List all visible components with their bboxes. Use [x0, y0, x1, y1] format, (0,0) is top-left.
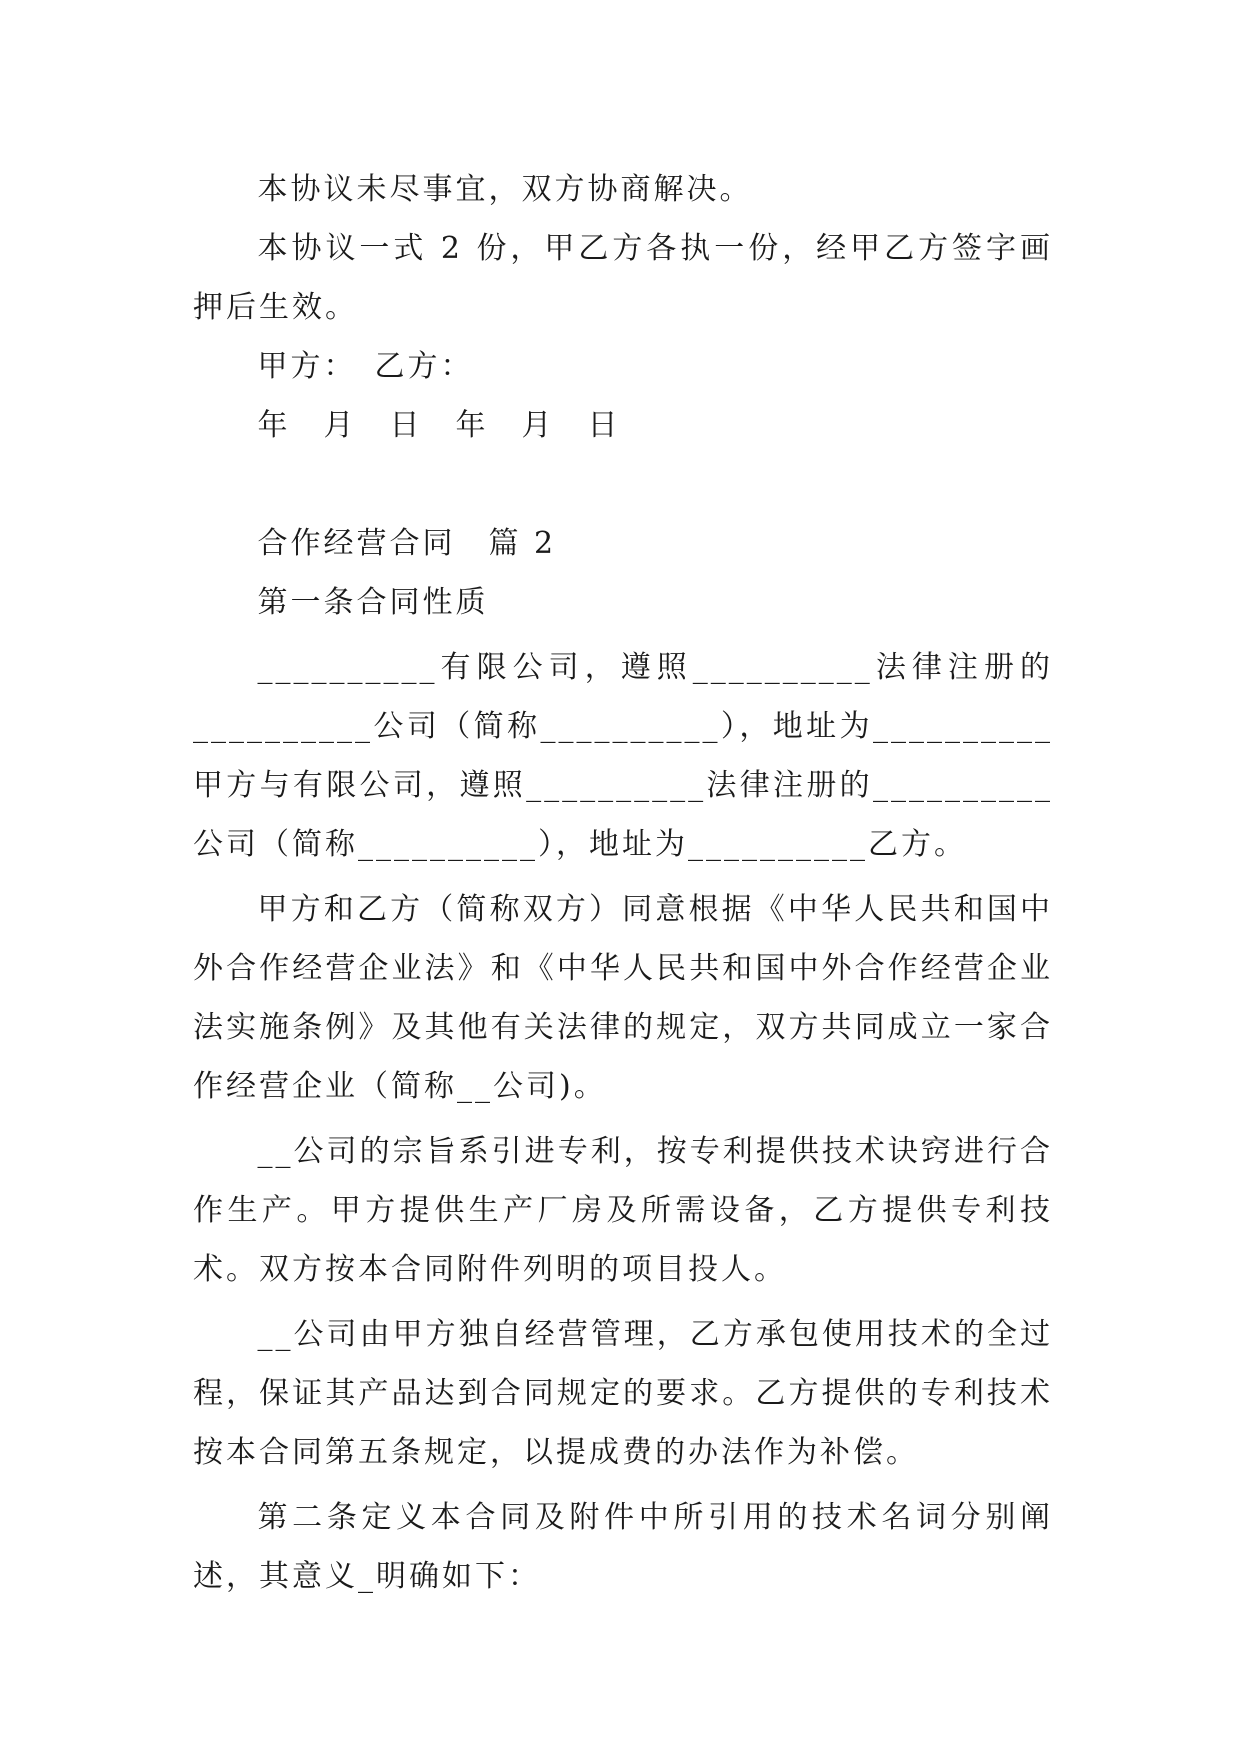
legal-basis: 甲方和乙方（简称双方）同意根据《中华人民共和国中外合作经营企业法》和《中华人民共和国中外合作经营企业法实施条例》及其他有关法律的规定，双方共同成立一家合作经营企业（简称__公司)。: [193, 892, 1053, 1104]
management-clause: __公司由甲方独自经营管理，乙方承包使用技术的全过程，保证其产品达到合同规定的要求。乙方提供的专利技术按本合同第五条规定，以提成费的办法作为补偿。: [193, 1317, 1053, 1470]
article-1-title: 第一条合同性质: [257, 585, 489, 620]
signature-parties: 甲方： 乙方：: [257, 349, 474, 384]
closing-clause: 本协议未尽事宜，双方协商解决。: [257, 172, 753, 207]
signature-dates: 年 月 日 年 月 日: [257, 408, 621, 443]
copies-clause: 本协议一式 2 份，甲乙方各执一份，经甲乙方签字画押后生效。: [193, 231, 1053, 325]
document-page: [193, 160, 1053, 1606]
article-2-definitions: 第二条定义本合同及附件中所引用的技术名词分别阐述，其意义_明确如下：: [193, 1500, 1053, 1594]
company-purpose: __公司的宗旨系引进专利，按专利提供技术诀窍进行合作生产。甲方提供生产厂房及所需设备，乙方提供专利技术。双方按本合同附件列明的项目投人。: [193, 1134, 1053, 1287]
section-heading: 合作经营合同 篇 2: [257, 526, 557, 561]
parties-definition: __________有限公司，遵照__________法律注册的__________公司（简称__________），地址为__________甲方与有限公司，遵照__________法律注册的__________公司（简称__________），地址为__________乙方。: [193, 650, 1053, 862]
